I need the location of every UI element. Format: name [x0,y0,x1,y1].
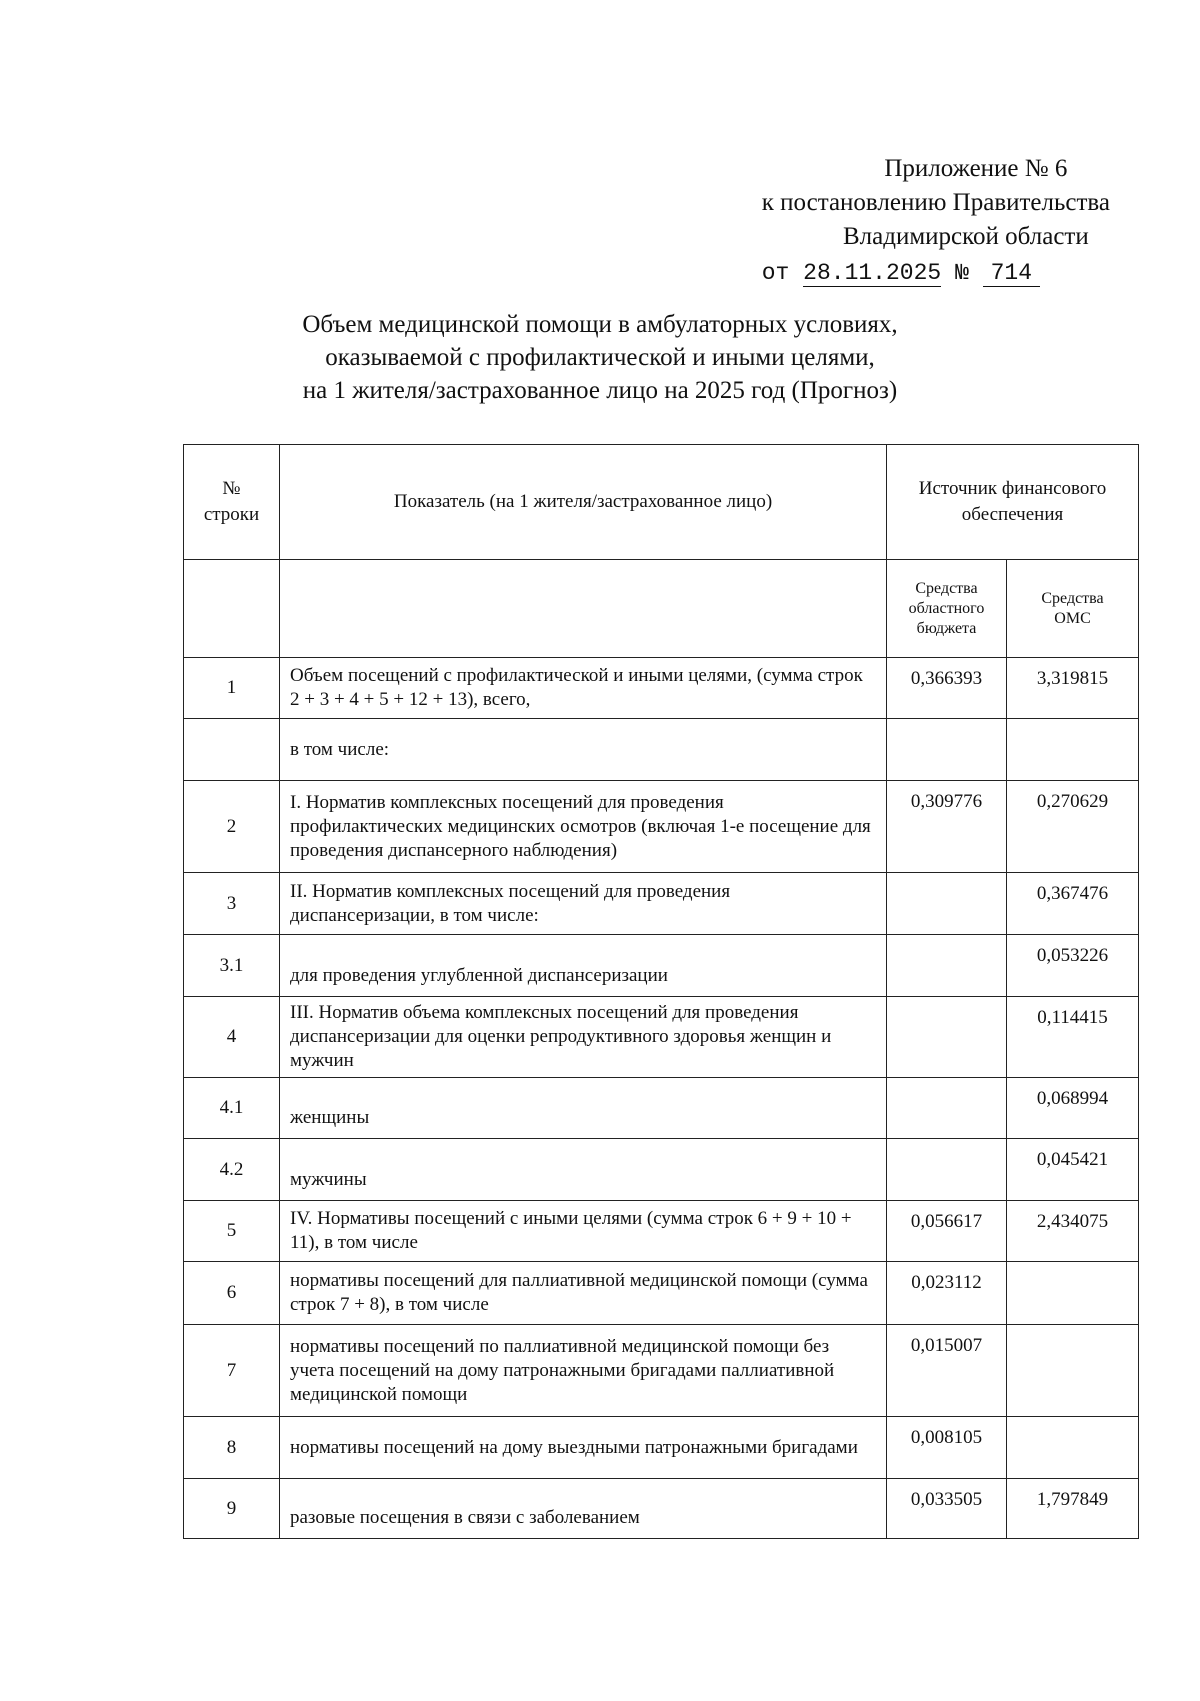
title-line-2: оказываемой с профилактической и иными целями, [325,344,875,371]
row-number: 4.1 [184,1078,280,1139]
table-subheader-row [184,560,1139,658]
table-header-row [184,445,1139,560]
row-number: 7 [184,1325,280,1417]
header-oms: Средства ОМС [1007,560,1139,658]
decree-from-label: от [761,260,790,286]
row-indicator: II. Норматив комплексных посещений для проведения диспансеризации, в том числе: [280,873,887,935]
row-number: 2 [184,781,280,873]
table-row [184,1479,1139,1539]
row-budget-value: 0,033505 [887,1479,1007,1539]
table-row [184,935,1139,997]
table-row [184,658,1139,719]
row-number: 4 [184,997,280,1078]
row-oms-value: 0,045421 [1007,1139,1139,1201]
title-line-1: Объем медицинской помощи в амбулаторных условиях, [302,311,898,338]
header-funding-source: Источник финансового обеспечения [887,445,1139,560]
row-budget-value: 0,366393 [887,658,1007,719]
table-row [184,997,1139,1078]
row-budget-value [887,935,1007,997]
row-number [184,719,280,781]
row-budget-value: 0,015007 [887,1325,1007,1417]
table-body [184,658,1139,1539]
appendix-reference: к постановлению Правительства [761,189,1110,216]
row-budget-value: 0,056617 [887,1201,1007,1262]
row-indicator: Объем посещений с профилактической и иными целями, (сумма строк 2 + 3 + 4 + 5 + 12 + 13), всего, [280,658,887,719]
decree-line [762,256,1110,290]
row-budget-value [887,719,1007,781]
row-number: 6 [184,1262,280,1325]
appendix-block [762,152,1110,290]
row-oms-value [1007,1325,1139,1417]
appendix-region: Владимирской области [843,223,1089,250]
subheader-empty-indicator [280,560,887,658]
row-oms-value: 3,319815 [1007,658,1139,719]
header-indicator: Показатель (на 1 жителя/застрахованное лицо) [280,445,887,560]
row-oms-value: 0,114415 [1007,997,1139,1078]
row-oms-value: 0,068994 [1007,1078,1139,1139]
row-number: 5 [184,1201,280,1262]
table-row [184,781,1139,873]
row-budget-value [887,1139,1007,1201]
row-oms-value: 2,434075 [1007,1201,1139,1262]
row-indicator: разовые посещения в связи с заболеванием [280,1479,887,1539]
table-row [184,1417,1139,1479]
row-number: 3.1 [184,935,280,997]
table-row [184,1201,1139,1262]
row-oms-value: 0,270629 [1007,781,1139,873]
table-row [184,1325,1139,1417]
row-indicator: в том числе: [280,719,887,781]
row-indicator: нормативы посещений на дому выездными патронажными бригадами [280,1417,887,1479]
volume-table [183,444,1139,1539]
header-regional-budget: Средства областного бюджета [887,560,1007,658]
row-budget-value: 0,023112 [887,1262,1007,1325]
subheader-empty-num [184,560,280,658]
row-budget-value: 0,309776 [887,781,1007,873]
table-row [184,1139,1139,1201]
table-row [184,1262,1139,1325]
decree-date: 28.11.2025 [803,260,942,286]
row-budget-value [887,1078,1007,1139]
row-oms-value [1007,1417,1139,1479]
row-oms-value: 1,797849 [1007,1479,1139,1539]
appendix-number: Приложение № 6 [884,155,1068,182]
document-title [0,308,1200,407]
row-indicator: мужчины [280,1139,887,1201]
row-oms-value [1007,719,1139,781]
row-indicator: III. Норматив объема комплексных посещений для проведения диспансеризации для оценки репродуктивного здоровья женщин и мужчин [280,997,887,1078]
row-indicator: женщины [280,1078,887,1139]
row-budget-value: 0,008105 [887,1417,1007,1479]
row-oms-value [1007,1262,1139,1325]
table-row [184,1078,1139,1139]
table-row [184,719,1139,781]
header-row-number: № строки [184,445,280,560]
table-row [184,873,1139,935]
row-indicator: I. Норматив комплексных посещений для проведения профилактических медицинских осмотров (включая 1-е посещение для проведения диспансерного наблюдения) [280,781,887,873]
decree-number: 714 [983,260,1040,287]
row-indicator: IV. Нормативы посещений с иными целями (сумма строк 6 + 9 + 10 + 11), в том числе [280,1201,887,1262]
row-oms-value: 0,053226 [1007,935,1139,997]
row-number: 1 [184,658,280,719]
row-indicator: для проведения углубленной диспансеризации [280,935,887,997]
row-budget-value [887,997,1007,1078]
row-oms-value: 0,367476 [1007,873,1139,935]
row-indicator: нормативы посещений по паллиативной медицинской помощи без учета посещений на дому патронажными бригадами паллиативной медицинской помощи [280,1325,887,1417]
row-number: 8 [184,1417,280,1479]
row-number: 3 [184,873,280,935]
row-indicator: нормативы посещений для паллиативной медицинской помощи (сумма строк 7 + 8), в том числе [280,1262,887,1325]
title-line-3: на 1 жителя/застрахованное лицо на 2025 год (Прогноз) [302,377,898,404]
decree-number-sign: № [955,260,969,286]
row-number: 4.2 [184,1139,280,1201]
row-budget-value [887,873,1007,935]
row-number: 9 [184,1479,280,1539]
